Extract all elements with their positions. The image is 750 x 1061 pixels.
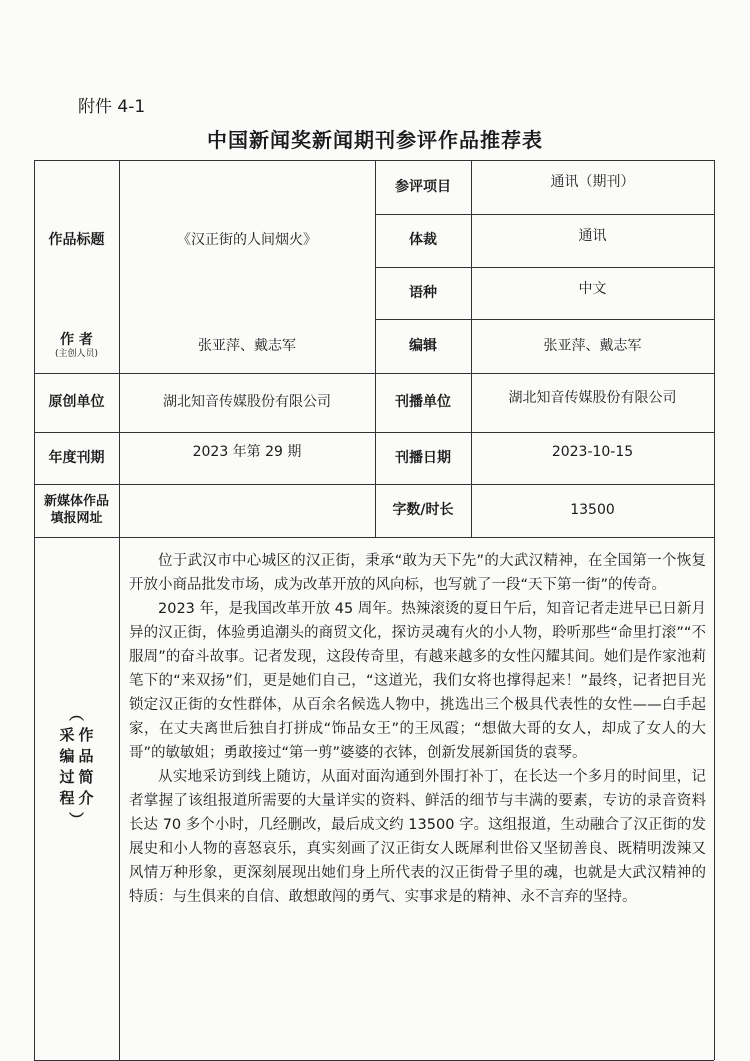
- process-label-col-left: [59, 725, 74, 809]
- origin-unit-value: 湖北知音传媒股份有限公司: [163, 394, 331, 411]
- newmedia-label: [34, 484, 119, 537]
- editor-label: 编辑: [409, 337, 437, 354]
- process-content: [129, 549, 706, 909]
- process-label-char: 编: [59, 747, 75, 765]
- work-title-label: 作品标题: [48, 232, 105, 249]
- wordcount-label: 字数/时长: [392, 502, 454, 519]
- category-label: 参评项目: [395, 178, 451, 195]
- process-label-char: 简: [78, 768, 94, 786]
- process-label-char: 采: [59, 726, 75, 744]
- genre-label: 体裁: [409, 232, 437, 249]
- issue-label: 年度刊期: [48, 449, 105, 466]
- process-label-paren-open: ︵: [68, 705, 84, 723]
- process-label-text: [59, 725, 93, 809]
- author-label: [34, 319, 119, 373]
- origin-unit-label: 原创单位: [48, 394, 105, 411]
- wordcount-value: 13500: [570, 502, 615, 519]
- publish-date-label: 刊播日期: [395, 449, 451, 466]
- publish-unit-label: 刊播单位: [395, 394, 451, 411]
- process-label-char: 程: [59, 789, 75, 807]
- language-value: 中文: [578, 280, 607, 297]
- newmedia-label-line2: 填报网址: [50, 510, 103, 526]
- author-label-sub: (主创人员): [54, 349, 99, 360]
- genre-value: 通讯: [578, 227, 607, 244]
- language-label: 语种: [409, 284, 437, 301]
- issue-value: 2023 年第 29 期: [192, 443, 302, 460]
- author-label-main: 作 者: [60, 332, 93, 349]
- publish-unit-value: 湖北知音传媒股份有限公司: [508, 389, 677, 406]
- process-paragraph: 2023 年，是我国改革开放 45 周年。热辣滚烫的夏日午后，知音记者走进早已日新月异的汉正街，体验勇追潮头的商贸文化，探访灵魂有火的小人物，聆听那些“命里打滚”“不服周”的奋斗故事。记者发现，这段传奇里，有越来越多的女性闪耀其间。她们是作家池莉笔下的“来双扬”们，更是她们自己，“这道光，我们女将也撑得起来！”最终，记者把目光锁定汉正街的女性群体，从百余名候选人物中，挑选出三个极具代表性的女性——白手起家，在丈夫离世后独自打拼成“饰品女王”的王凤霞；“想做大哥的女人，却成了女人的大哥”的敏敏姐；勇敢接过“第一剪”婆婆的衣钵，创新发展新国货的袁琴。: [129, 601, 706, 761]
- recommendation-table: [34, 160, 714, 1060]
- process-label-col-right: [79, 725, 94, 809]
- process-label-char: 介: [78, 789, 94, 807]
- category-value: 通讯（期刊）: [550, 173, 635, 190]
- editor-value: 张亚萍、戴志军: [543, 337, 642, 354]
- publish-date-value: 2023-10-15: [551, 443, 634, 460]
- author-value: 张亚萍、戴志军: [198, 337, 296, 354]
- process-label-paren-close: ︶: [68, 811, 84, 829]
- attachment-number: 附件 4-1: [78, 97, 146, 117]
- form-title: 中国新闻奖新闻期刊参评作品推荐表: [207, 128, 543, 152]
- process-label-char: 过: [59, 768, 75, 786]
- newmedia-url-value: [119, 484, 375, 537]
- process-label-char: 作: [78, 726, 94, 744]
- newmedia-label-line1: 新媒体作品: [43, 493, 109, 509]
- process-paragraph: 位于武汉市中心城区的汉正街，秉承“敢为天下先”的大武汉精神，在全国第一个恢复开放小商品批发市场，成为改革开放的风向标，也写就了一段“天下第一街”的传奇。: [129, 553, 706, 593]
- process-label-char: 品: [78, 747, 94, 765]
- process-label: [34, 705, 119, 829]
- process-paragraph: 从实地采访到线上随访，从面对面沟通到外围打补丁，在长达一个多月的时间里，记者掌握了该组报道所需要的大量详实的资料、鲜活的细节与丰满的要素，专访的录音资料长达 70 多个小时，几经删改，最后成文约 13500 字。这组报道，生动融合了汉正街的发展史和小人物的喜怒哀乐，真实刻画了汉正街女人既犀利世俗又坚韧善良、既精明泼辣又风情万种形象，更深刻展现出她们身上所代表的汉正街骨子里的魂，也就是大武汉精神的特质：与生俱来的自信、敢想敢闯的勇气、实事求是的精神、永不言弃的坚持。: [129, 769, 706, 905]
- work-title-value: 《汉正街的人间烟火》: [177, 232, 317, 249]
